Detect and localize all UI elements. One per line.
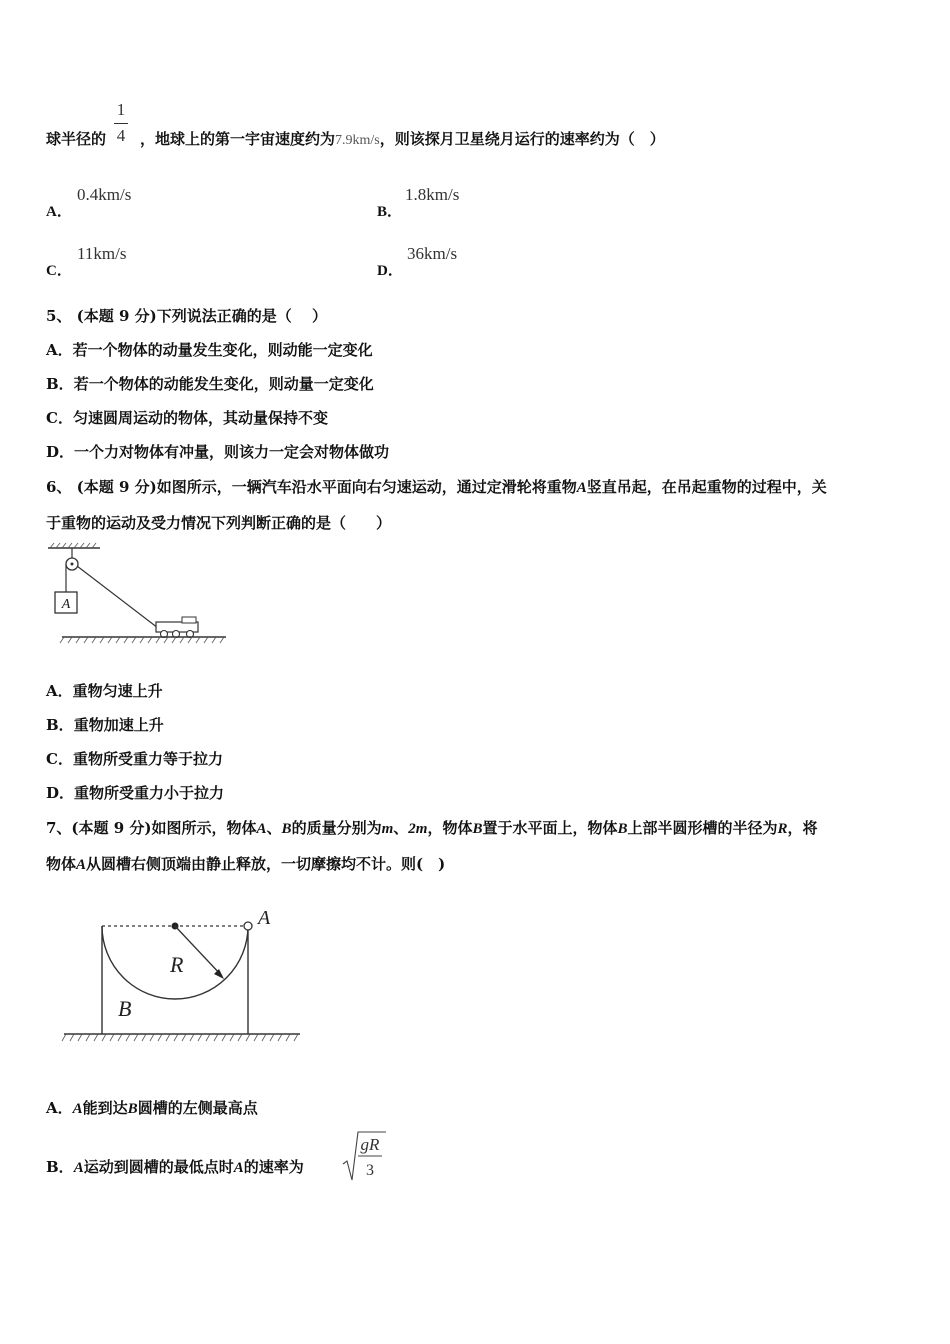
fraction-denominator: 4	[116, 126, 126, 145]
q6-stem-line1: 6、 (本题 9 分)如图所示，一辆汽车沿水平面向右匀速运动，通过定滑轮将重物A竖直吊起，在吊起重物的过程中，关	[46, 478, 827, 496]
q7-option-b[interactable]: B．A运动到圆槽的最低点时A的速率为	[46, 1158, 304, 1176]
q4-option-b-value: 1.8km/s	[405, 185, 460, 204]
q7-stem-line1: 7、(本题 9 分)如图所示，物体A、B的质量分别为m、2m，物体B置于水平面上，物体B上部半圆形槽的半径为R，将	[46, 819, 818, 837]
q5-option-d[interactable]: D．一个力对物体有冲量，则该力一定会对物体做功	[46, 443, 390, 461]
q6-option-a[interactable]: A．重物匀速上升	[46, 682, 163, 700]
q6-pulley-figure	[44, 542, 230, 646]
label-r: R	[170, 952, 184, 977]
q5-option-b[interactable]: B．若一个物体的动能发生变化，则动量一定变化	[46, 375, 374, 393]
fraction-numerator: 1	[116, 100, 126, 119]
q6-option-d[interactable]: D．重物所受重力小于拉力	[46, 784, 225, 802]
label-b: B	[118, 996, 132, 1021]
svg-text:3: 3	[366, 1162, 374, 1179]
q7-semicircle-figure	[60, 900, 305, 1050]
sqrt-expression	[340, 1128, 390, 1184]
q4-option-d-value: 36km/s	[407, 244, 458, 263]
object-a	[244, 922, 252, 930]
q5-stem: 5、 (本题 9 分)下列说法正确的是（ ）	[46, 307, 327, 325]
q4-option-a-letter[interactable]: A．	[46, 204, 72, 220]
q7-stem-line2: 物体A从圆槽右侧顶端由静止释放，一切摩擦均不计。则( )	[46, 855, 446, 873]
q4-stem-tail	[46, 128, 665, 149]
q5-option-c[interactable]: C．匀速圆周运动的物体，其动量保持不变	[46, 409, 328, 427]
svg-text:gR: gR	[360, 1135, 380, 1154]
q4-option-b-letter[interactable]: B．	[377, 204, 403, 220]
q5-option-a[interactable]: A．若一个物体的动量发生变化，则动能一定变化	[46, 341, 373, 359]
q4-pre-text: 球半径的	[46, 130, 107, 148]
q4-option-c-letter[interactable]: C．	[46, 263, 72, 279]
fraction-bar	[114, 123, 128, 124]
q4-option-a-value: 0.4km/s	[77, 185, 132, 204]
q4-mid-text: ，地球上的第一宇宙速度约为	[140, 130, 336, 148]
q6-option-c[interactable]: C．重物所受重力等于拉力	[46, 750, 223, 768]
label-a: A	[61, 597, 71, 612]
q4-option-c-value: 11km/s	[77, 244, 127, 263]
q7-option-a[interactable]: A．A能到达B圆槽的左侧最高点	[46, 1099, 258, 1117]
q4-post-text: ，则该探月卫星绕月运行的速率约为（ ）	[379, 130, 665, 148]
q6-option-b[interactable]: B．重物加速上升	[46, 716, 164, 734]
q6-stem-line2: 于重物的运动及受力情况下列判断正确的是（ ）	[46, 514, 392, 532]
q4-speed-value: 7.9km/s	[335, 133, 380, 148]
q4-option-d-letter[interactable]: D．	[377, 263, 403, 279]
label-a: A	[258, 907, 271, 929]
